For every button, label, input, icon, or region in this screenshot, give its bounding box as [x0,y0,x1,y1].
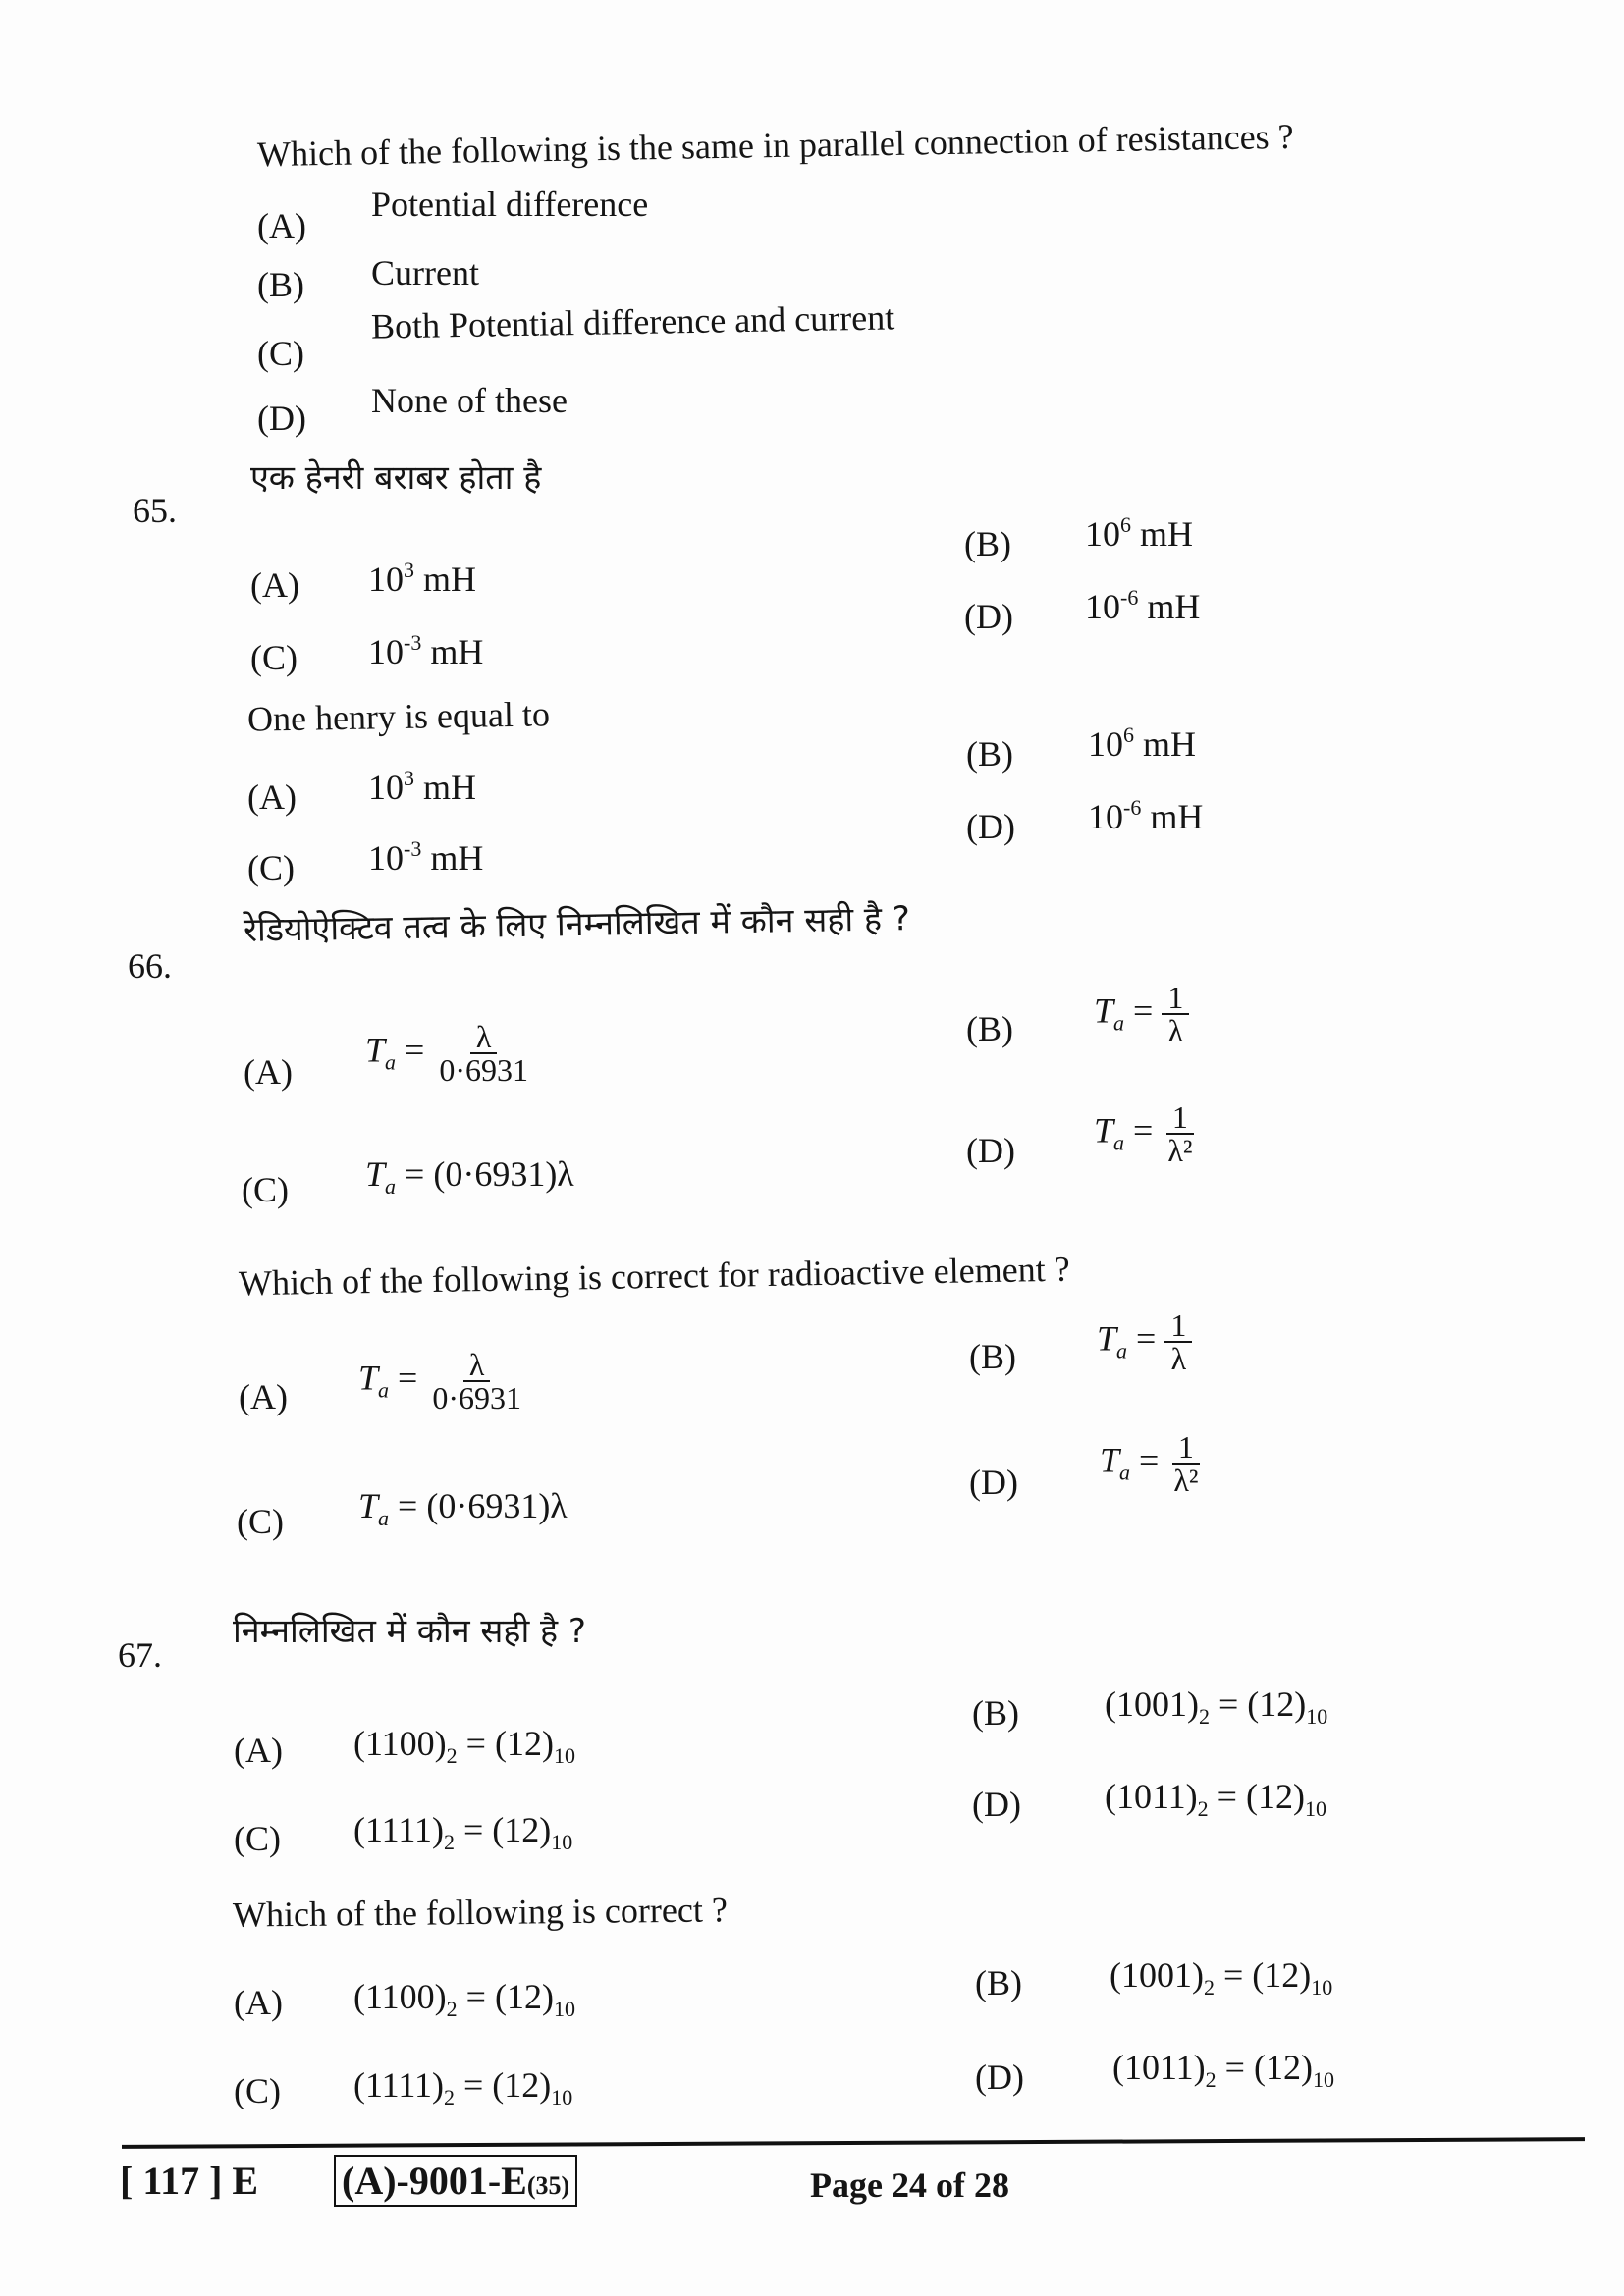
q65-hi-d-value: $10^{-6}$ mH [1085,585,1201,626]
q65-number: 65. [133,491,177,530]
q67-question-en: Which of the following is correct ? [232,1890,729,1935]
q65-en-c-label: (C) [247,848,295,887]
footer-paper-code: (A)-9001-E(35) [334,2162,577,2201]
q65-en-b-label: (B) [966,734,1013,774]
q65-hi-a-value: $10^3$ mH [368,558,476,599]
q65-en-a-value: $10^3$ mH [368,766,476,807]
q67-hi-b-value: $(1001)_2 = (12)_{10}$ [1105,1684,1328,1729]
q67-hi-a-value: $(1100)_2 = (12)_{10}$ [353,1724,575,1768]
q67-en-c-label: (C) [234,2071,281,2110]
q65-hi-b-value: $10^6$ mH [1085,512,1193,554]
q66-hi-a-label: (A) [244,1052,293,1092]
q66-en-a-formula: $T_a$ = $\frac{\lambda}{0\cdot 6931}$ [358,1347,521,1415]
q66-hi-b-formula: $T_a$ = $\frac{1}{\lambda}$ [1094,982,1189,1046]
q66-hi-c-formula: $T_a = (0\cdot 6931)\lambda$ [365,1154,574,1199]
q66-en-d-label: (D) [969,1463,1018,1502]
q67-question-hi: निम्नलिखित में कौन सही है ? [233,1612,586,1651]
footer-page-number: Page 24 of 28 [810,2165,1009,2205]
q67-en-b-value: $(1001)_2 = (12)_{10}$ [1110,1955,1333,2000]
q66-en-a-label: (A) [239,1377,288,1416]
q66-en-b-formula: $T_a$ = $\frac{1}{\lambda}$ [1097,1309,1192,1374]
q67-en-a-value: $(1100)_2 = (12)_{10}$ [353,1977,575,2021]
q66-hi-d-formula: $T_a$ = $\frac{1}{\text{λ²}}$ [1094,1099,1193,1168]
footer-page-code: [ 117 ] E [120,2159,259,2203]
q64-option-a-text: Potential difference [371,185,649,224]
q66-en-b-label: (B) [969,1337,1016,1376]
q64-option-c-label: (C) [257,334,304,373]
q67-hi-d-value: $(1011)_2 = (12)_{10}$ [1105,1777,1326,1821]
q64-option-c-text: Both Potential difference and current [370,297,895,347]
q65-en-b-value: $10^6$ mH [1088,722,1196,764]
q65-question-hi: एक हेनरी बराबर होता है [250,458,542,498]
q67-en-a-label: (A) [234,1983,283,2022]
q65-hi-d-label: (D) [964,597,1013,636]
q65-en-d-label: (D) [966,807,1015,846]
q65-en-d-value: $10^{-6}$ mH [1088,795,1204,836]
q67-en-d-label: (D) [975,2057,1024,2097]
q67-number: 67. [118,1635,162,1675]
q67-en-b-label: (B) [975,1963,1022,2002]
q67-hi-c-label: (C) [234,1819,281,1858]
q66-hi-d-label: (D) [966,1131,1015,1170]
q66-hi-b-label: (B) [966,1009,1013,1048]
q67-hi-b-label: (B) [972,1693,1019,1733]
q67-hi-d-label: (D) [972,1785,1021,1824]
q66-question-hi: रेडियोऐक्टिव तत्व के लिए निम्नलिखित में कौन सही है ? [243,899,911,950]
q65-hi-a-label: (A) [250,565,299,605]
q67-hi-c-value: $(1111)_2 = (12)_{10}$ [353,1810,573,1854]
footer-divider [122,2137,1585,2149]
q66-en-d-formula: $T_a$ = $\frac{1}{\text{λ²}}$ [1100,1429,1199,1498]
q67-en-d-value: $(1011)_2 = (12)_{10}$ [1112,2048,1334,2092]
q66-hi-c-label: (C) [242,1170,289,1209]
q66-hi-a-formula: $T_a$ = $\frac{\lambda}{0\cdot 6931}$ [365,1019,528,1088]
q65-question-en: One henry is equal to [246,694,551,739]
q65-en-a-label: (A) [247,777,297,817]
q66-en-c-formula: $T_a = (0\cdot 6931)\lambda$ [358,1486,568,1530]
q64-option-b-text: Current [371,253,479,293]
q65-hi-c-value: $10^{-3}$ mH [368,630,484,671]
q67-en-c-value: $(1111)_2 = (12)_{10}$ [353,2065,573,2109]
q64-option-d-text: None of these [371,381,568,420]
q66-question-en: Which of the following is correct for radioactive element ? [238,1249,1070,1304]
q64-question: Which of the following is the same in parallel connection of resistances ? [256,116,1294,175]
q64-option-d-label: (D) [257,399,306,438]
q66-number: 66. [128,946,172,986]
q65-hi-b-label: (B) [964,524,1011,563]
q66-en-c-label: (C) [237,1502,284,1541]
q64-option-a-label: (A) [257,206,306,245]
q67-hi-a-label: (A) [234,1731,283,1770]
q65-en-c-value: $10^{-3}$ mH [368,836,484,878]
q64-option-b-label: (B) [257,265,304,304]
q65-hi-c-label: (C) [250,638,298,677]
